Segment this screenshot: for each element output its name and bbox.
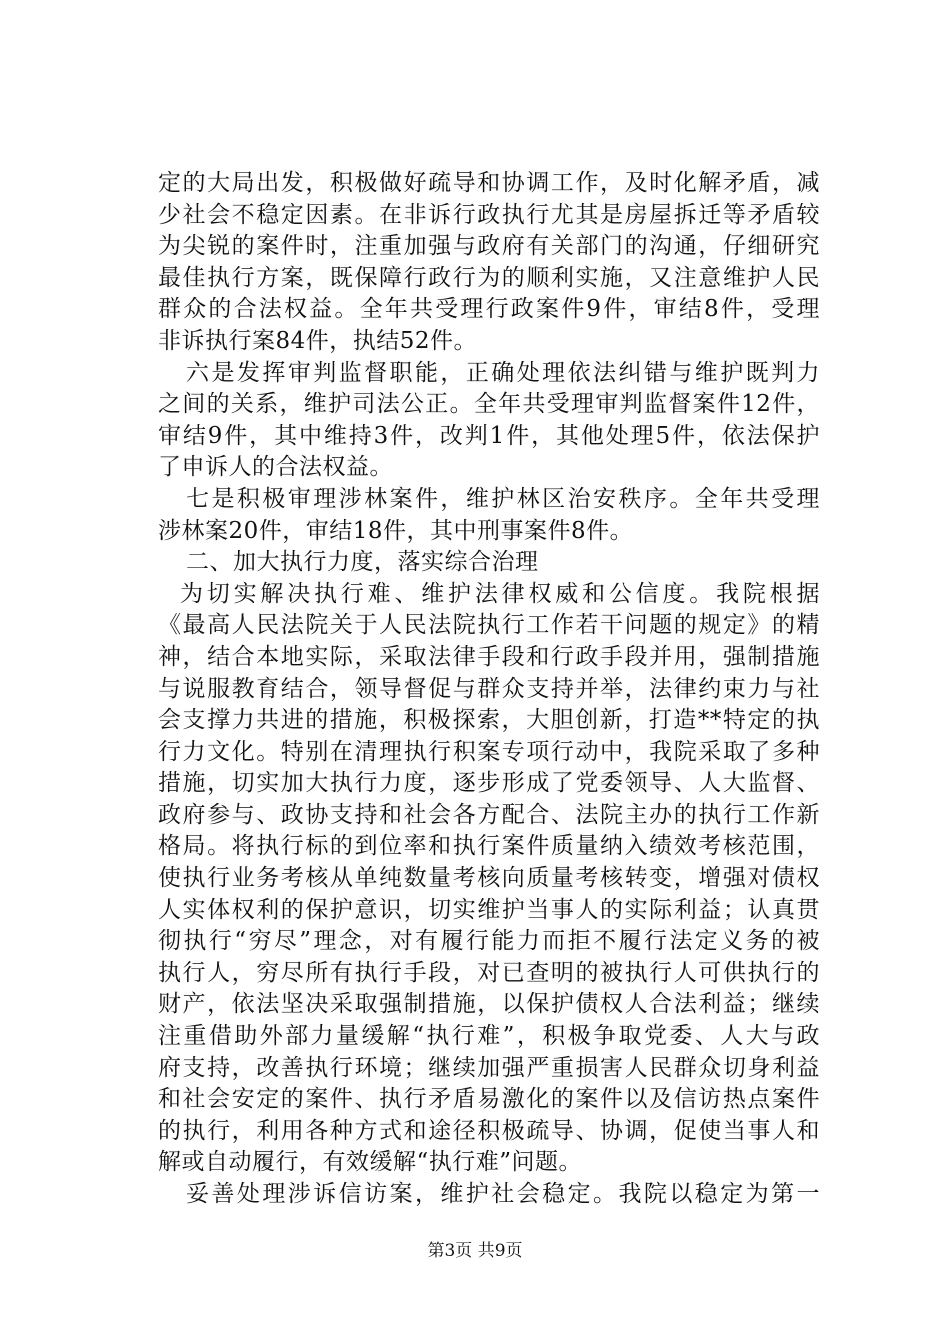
text-line: 涉林案20件，审结18件，其中刑事案件8件。 — [158, 517, 634, 544]
document-body — [158, 168, 820, 1211]
text-line: 群众的合法权益。全年共受理行政案件9件，审结8件，受理 — [158, 296, 820, 323]
paragraph-first-line: 为切实解决执行难、维护法律权威和公信度。我院根据 — [180, 580, 820, 607]
paragraph-first-line: 七是积极审理涉林案件，维护林区治安秩序。全年共受理 — [186, 485, 820, 512]
text-line: 注重借助外部力量缓解“执行难”，积极争取党委、人大与政 — [158, 1023, 820, 1050]
text-line: 非诉执行案84件，执结52件。 — [158, 327, 478, 354]
text-line: 和社会安定的案件、执行矛盾易激化的案件以及信访热点案件 — [158, 1086, 820, 1113]
text-line: 使执行业务考核从单纯数量考核向质量考核转变，增强对债权 — [158, 865, 820, 892]
text-line: 审结9件，其中维持3件，改判1件，其他处理5件，依法保护 — [158, 422, 820, 449]
text-line: 会支撑力共进的措施，积极探索，大胆创新，打造**特定的执 — [158, 707, 820, 734]
text-line: 行力文化。特别在清理执行积案专项行动中，我院采取了多种 — [158, 738, 820, 765]
paragraph-first-line: 六是发挥审判监督职能，正确处理依法纠错与维护既判力 — [186, 359, 820, 386]
text-line: 政府参与、政协支持和社会各方配合、法院主办的执行工作新 — [158, 801, 820, 828]
text-line: 格局。将执行标的到位率和执行案件质量纳入绩效考核范围， — [158, 833, 820, 860]
text-line: 少社会不稳定因素。在非诉行政执行尤其是房屋拆迁等矛盾较 — [158, 201, 820, 228]
text-line: 府支持，改善执行环境；继续加强严重损害人民群众切身利益 — [158, 1054, 820, 1081]
text-line: 最佳执行方案，既保障行政行为的顺利实施，又注意维护人民 — [158, 264, 820, 291]
page-number: 第3页 共9页 — [427, 1241, 523, 1261]
text-line: 人实体权利的保护意识，切实维护当事人的实际利益；认真贯 — [158, 896, 820, 923]
text-line: 财产，依法坚决采取强制措施，以保护债权人合法利益；继续 — [158, 991, 820, 1018]
text-line: 的执行，利用各种方式和途径积极疏导、协调，促使当事人和 — [158, 1117, 820, 1144]
text-line: 为尖锐的案件时，注重加强与政府有关部门的沟通，仔细研究 — [158, 233, 820, 260]
section-heading: 二、加大执行力度，落实综合治理 — [186, 549, 539, 576]
text-line: 《最高人民法院关于人民法院执行工作若干问题的规定》的精 — [158, 612, 820, 639]
text-line: 与说服教育结合，领导督促与群众支持并举，法律约束力与社 — [158, 675, 820, 702]
text-line: 定的大局出发，积极做好疏导和协调工作，及时化解矛盾，减 — [158, 170, 820, 196]
paragraph-first-line: 妥善处理涉诉信访案，维护社会稳定。我院以稳定为第一 — [186, 1181, 820, 1207]
text-line: 措施，切实加大执行力度，逐步形成了党委领导、人大监督、 — [158, 770, 820, 797]
text-line: 了申诉人的合法权益。 — [158, 454, 393, 481]
text-line: 彻执行“穷尽”理念，对有履行能力而拒不履行法定义务的被 — [158, 928, 820, 955]
text-line: 之间的关系，维护司法公正。全年共受理审判监督案件12件， — [158, 391, 820, 418]
text-line: 解或自动履行，有效缓解“执行难”问题。 — [158, 1149, 583, 1176]
text-line: 执行人，穷尽所有执行手段，对已查明的被执行人可供执行的 — [158, 959, 820, 986]
text-line: 神，结合本地实际，采取法律手段和行政手段并用，强制措施 — [158, 643, 820, 670]
